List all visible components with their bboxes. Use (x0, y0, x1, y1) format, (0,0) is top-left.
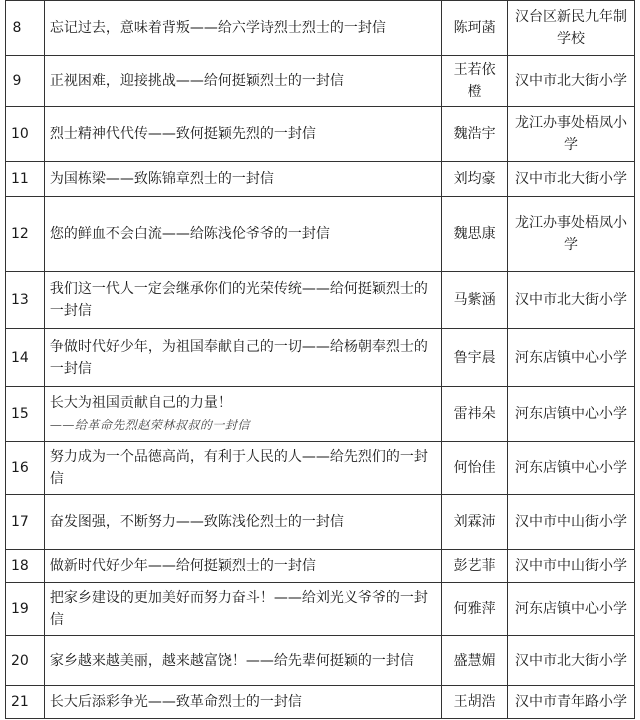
school-name: 龙江办事处梧凤小学 (507, 197, 634, 272)
letter-title: 为国栋梁——致陈锦章烈士的一封信 (44, 162, 441, 197)
table-row (6, 495, 635, 550)
letter-subtitle: ——给革命先烈赵荣林叔叔的一封信 (49, 418, 250, 432)
row-number: 10 (6, 107, 45, 162)
letter-title: 努力成为一个品德高尚，有利于人民的人——给先烈们的一封信 (44, 442, 441, 495)
row-number: 18 (6, 550, 45, 583)
school-name: 汉中市青年路小学 (507, 686, 634, 719)
student-name: 刘霖沛 (442, 495, 508, 550)
letter-title: 长大为祖国贡献自己的力量！ ——给革命先烈赵荣林叔叔的一封信 (44, 387, 441, 442)
row-number: 12 (6, 197, 45, 272)
letter-title: 争做时代好少年，为祖国奉献自己的一切——给杨朝奉烈士的一封信 (44, 329, 441, 387)
table-row (6, 550, 635, 583)
table-row (6, 197, 635, 272)
letter-title: 您的鲜血不会白流——给陈浅伦爷爷的一封信 (44, 197, 441, 272)
letter-title: 做新时代好少年——给何挺颖烈士的一封信 (44, 550, 441, 583)
student-name: 鲁宇晨 (442, 329, 508, 387)
row-number: 16 (6, 442, 45, 495)
letter-title: 我们这一代人一定会继承你们的光荣传统——给何挺颖烈士的一封信 (44, 272, 441, 329)
table-row (6, 329, 635, 387)
row-number: 13 (6, 272, 45, 329)
row-number: 21 (6, 686, 45, 719)
student-name: 魏思康 (442, 197, 508, 272)
letters-table (5, 0, 635, 719)
student-name: 盛慧媚 (442, 636, 508, 686)
letter-title: 长大后添彩争光——致革命烈士的一封信 (44, 686, 441, 719)
row-number: 14 (6, 329, 45, 387)
school-name: 河东店镇中心小学 (507, 442, 634, 495)
school-name: 汉中市中山街小学 (507, 550, 634, 583)
school-name: 汉中市北大街小学 (507, 162, 634, 197)
school-name: 汉中市北大街小学 (507, 636, 634, 686)
letter-title: 忘记过去，意味着背叛——给六学诗烈士烈士的一封信 (44, 1, 441, 56)
letter-title: 把家乡建设的更加美好而努力奋斗！——给刘光义爷爷的一封信 (44, 583, 441, 636)
student-name: 何雅萍 (442, 583, 508, 636)
student-name: 陈珂菡 (442, 1, 508, 56)
letter-title: 奋发图强，不断努力——致陈浅伦烈士的一封信 (44, 495, 441, 550)
school-name: 汉台区新民九年制学校 (507, 1, 634, 56)
student-name: 彭艺菲 (442, 550, 508, 583)
school-name: 龙江办事处梧凤小学 (507, 107, 634, 162)
row-number: 8 (6, 1, 45, 56)
table-row (6, 107, 635, 162)
school-name: 汉中市北大街小学 (507, 272, 634, 329)
row-number: 17 (6, 495, 45, 550)
school-name: 汉中市北大街小学 (507, 56, 634, 107)
row-number: 20 (6, 636, 45, 686)
school-name: 河东店镇中心小学 (507, 329, 634, 387)
student-name: 雷祎朵 (442, 387, 508, 442)
row-number: 19 (6, 583, 45, 636)
table-body (6, 1, 635, 719)
row-number: 9 (6, 56, 45, 107)
row-number: 15 (6, 387, 45, 442)
letter-title: 烈士精神代代传——致何挺颖先烈的一封信 (44, 107, 441, 162)
row-number: 11 (6, 162, 45, 197)
letter-title: 正视困难，迎接挑战——给何挺颖烈士的一封信 (44, 56, 441, 107)
student-name: 王胡浩 (442, 686, 508, 719)
school-name: 河东店镇中心小学 (507, 387, 634, 442)
table-row (6, 1, 635, 56)
school-name: 河东店镇中心小学 (507, 583, 634, 636)
table-row (6, 636, 635, 686)
school-name: 汉中市中山街小学 (507, 495, 634, 550)
table-row (6, 272, 635, 329)
table-row (6, 686, 635, 719)
table-row (6, 162, 635, 197)
student-name: 何怡佳 (442, 442, 508, 495)
student-name: 王若依橙 (442, 56, 508, 107)
table-row (6, 442, 635, 495)
student-name: 魏浩宇 (442, 107, 508, 162)
table-row (6, 387, 635, 442)
student-name: 刘均豪 (442, 162, 508, 197)
student-name: 马紫涵 (442, 272, 508, 329)
letter-title: 家乡越来越美丽，越来越富饶！——给先辈何挺颖的一封信 (44, 636, 441, 686)
table-row (6, 583, 635, 636)
table-row (6, 56, 635, 107)
